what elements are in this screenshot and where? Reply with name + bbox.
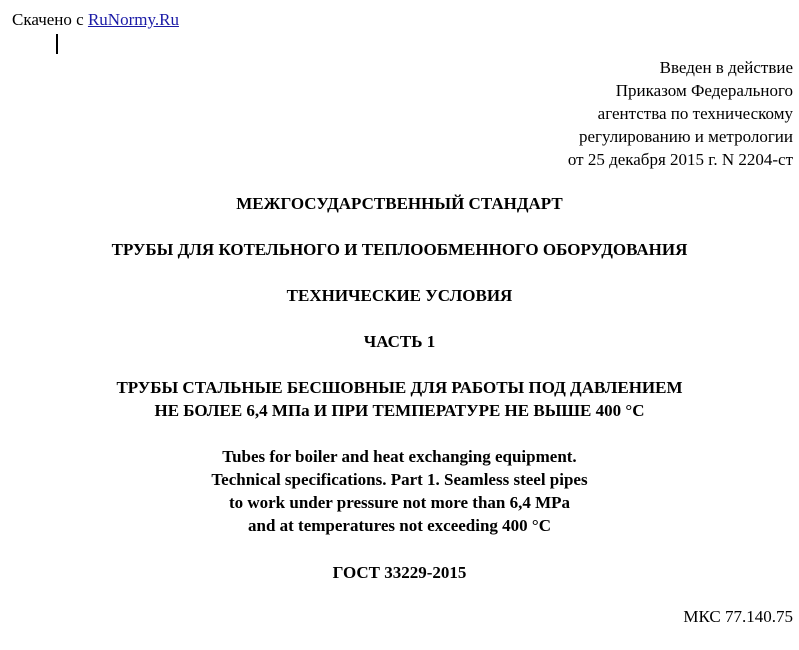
part-title-line: ТРУБЫ СТАЛЬНЫЕ БЕСШОВНЫЕ ДЛЯ РАБОТЫ ПОД ДАВЛЕНИЕМ	[116, 378, 683, 397]
source-prefix: Скачено с	[12, 10, 88, 29]
text-cursor	[56, 34, 58, 54]
approval-line: Приказом Федерального	[615, 81, 793, 100]
english-title-line: and at temperatures not exceeding 400 °C	[247, 516, 551, 535]
document-part: ЧАСТЬ 1	[363, 332, 436, 351]
classification-code: МКС 77.140.75	[683, 607, 793, 626]
source-line	[12, 9, 179, 31]
approval-line: Введен в действие	[659, 58, 793, 77]
standard-number: ГОСТ 33229-2015	[332, 563, 467, 582]
approval-block	[393, 56, 793, 171]
source-link[interactable]: RuNormy.Ru	[87, 10, 179, 29]
document-subtitle: ТЕХНИЧЕСКИЕ УСЛОВИЯ	[286, 286, 513, 305]
approval-line: регулированию и метрологии	[578, 127, 793, 146]
english-title-line: Technical specifications. Part 1. Seamless steel pipes	[211, 470, 588, 489]
document-title: ТРУБЫ ДЛЯ КОТЕЛЬНОГО И ТЕПЛООБМЕННОГО ОБОРУДОВАНИЯ	[111, 240, 688, 259]
approval-line: агентства по техническому	[597, 104, 793, 123]
part-title-line: НЕ БОЛЕЕ 6,4 МПа И ПРИ ТЕМПЕРАТУРЕ НЕ ВЫШЕ 400 °С	[154, 401, 645, 420]
english-title-line: Tubes for boiler and heat exchanging equipment.	[222, 447, 577, 466]
document-category: МЕЖГОСУДАРСТВЕННЫЙ СТАНДАРТ	[236, 194, 563, 213]
english-title-line: to work under pressure not more than 6,4 MPa	[228, 493, 571, 512]
approval-line: от 25 декабря 2015 г. N 2204-ст	[567, 150, 793, 169]
